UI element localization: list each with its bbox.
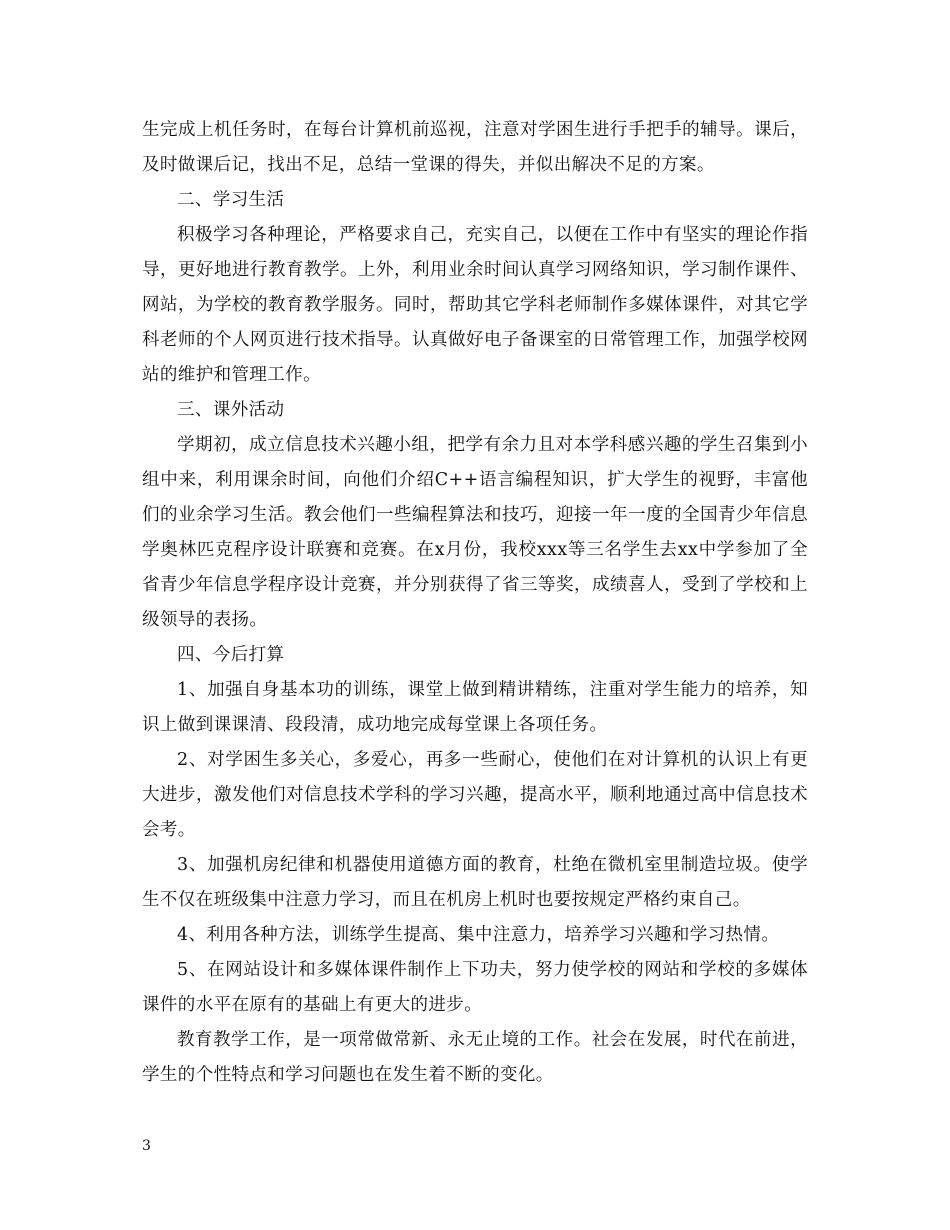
list-item-plan-2: 2、对学困生多关心，多爱心，再多一些耐心，使他们在对计算机的认识上有更大进步，激发他们对信息技术学科的学习兴趣，提高水平，顺利地通过高中信息技术会考。 bbox=[142, 750, 808, 840]
section-heading-extracurricular: 三、课外活动 bbox=[177, 400, 285, 420]
paragraph-continued: 生完成上机任务时，在每台计算机前巡视，注意对学困生进行手把手的辅导。课后，及时做课后记，找出不足，总结一堂课的得失，并似出解决不足的方案。 bbox=[142, 120, 808, 175]
paragraph-extracurricular: 学期初，成立信息技术兴趣小组，把学有余力且对本学科感兴趣的学生召集到小组中来，利用课余时间，向他们介绍C++语言编程知识，扩大学生的视野，丰富他们的业余学习生活。教会他们一些编程算法和技巧，迎接一年一度的全国青少年信息学奥林匹克程序设计联赛和竞赛。在x月份，我校xxx等三名学生去xx中学参加了全省青少年信息学程序设计竞赛，并分别获得了省三等奖，成绩喜人，受到了学校和上级领导的表扬。 bbox=[142, 435, 808, 630]
list-item-plan-1: 1、加强自身基本功的训练，课堂上做到精讲精练，注重对学生能力的培养，知识上做到课课清、段段清，成功地完成每堂课上各项任务。 bbox=[142, 680, 808, 735]
page-number: 3 bbox=[142, 1138, 151, 1154]
paragraph-study-life: 积极学习各种理论，严格要求自己，充实自己，以便在工作中有坚实的理论作指导，更好地进行教育教学。上外，利用业余时间认真学习网络知识，学习制作课件、网站，为学校的教育教学服务。同时，帮助其它学科老师制作多媒体课件，对其它学科老师的个人网页进行技术指导。认真做好电子备课室的日常管理工作，加强学校网站的维护和管理工作。 bbox=[142, 225, 808, 385]
list-item-plan-5: 5、在网站设计和多媒体课件制作上下功夫，努力使学校的网站和学校的多媒体课件的水平在原有的基础上有更大的进步。 bbox=[142, 960, 808, 1015]
section-heading-future-plans: 四、今后打算 bbox=[177, 645, 285, 665]
paragraph-conclusion: 教育教学工作，是一项常做常新、永无止境的工作。社会在发展，时代在前进，学生的个性特点和学习问题也在发生着不断的变化。 bbox=[142, 1030, 808, 1085]
list-item-plan-4: 4、利用各种方法，训练学生提高、集中注意力，培养学习兴趣和学习热情。 bbox=[177, 925, 780, 945]
list-item-plan-3: 3、加强机房纪律和机器使用道德方面的教育，杜绝在微机室里制造垃圾。使学生不仅在班级集中注意力学习，而且在机房上机时也要按规定严格约束自己。 bbox=[142, 855, 808, 910]
section-heading-study-life: 二、学习生活 bbox=[177, 190, 285, 210]
document-body bbox=[142, 113, 808, 1093]
